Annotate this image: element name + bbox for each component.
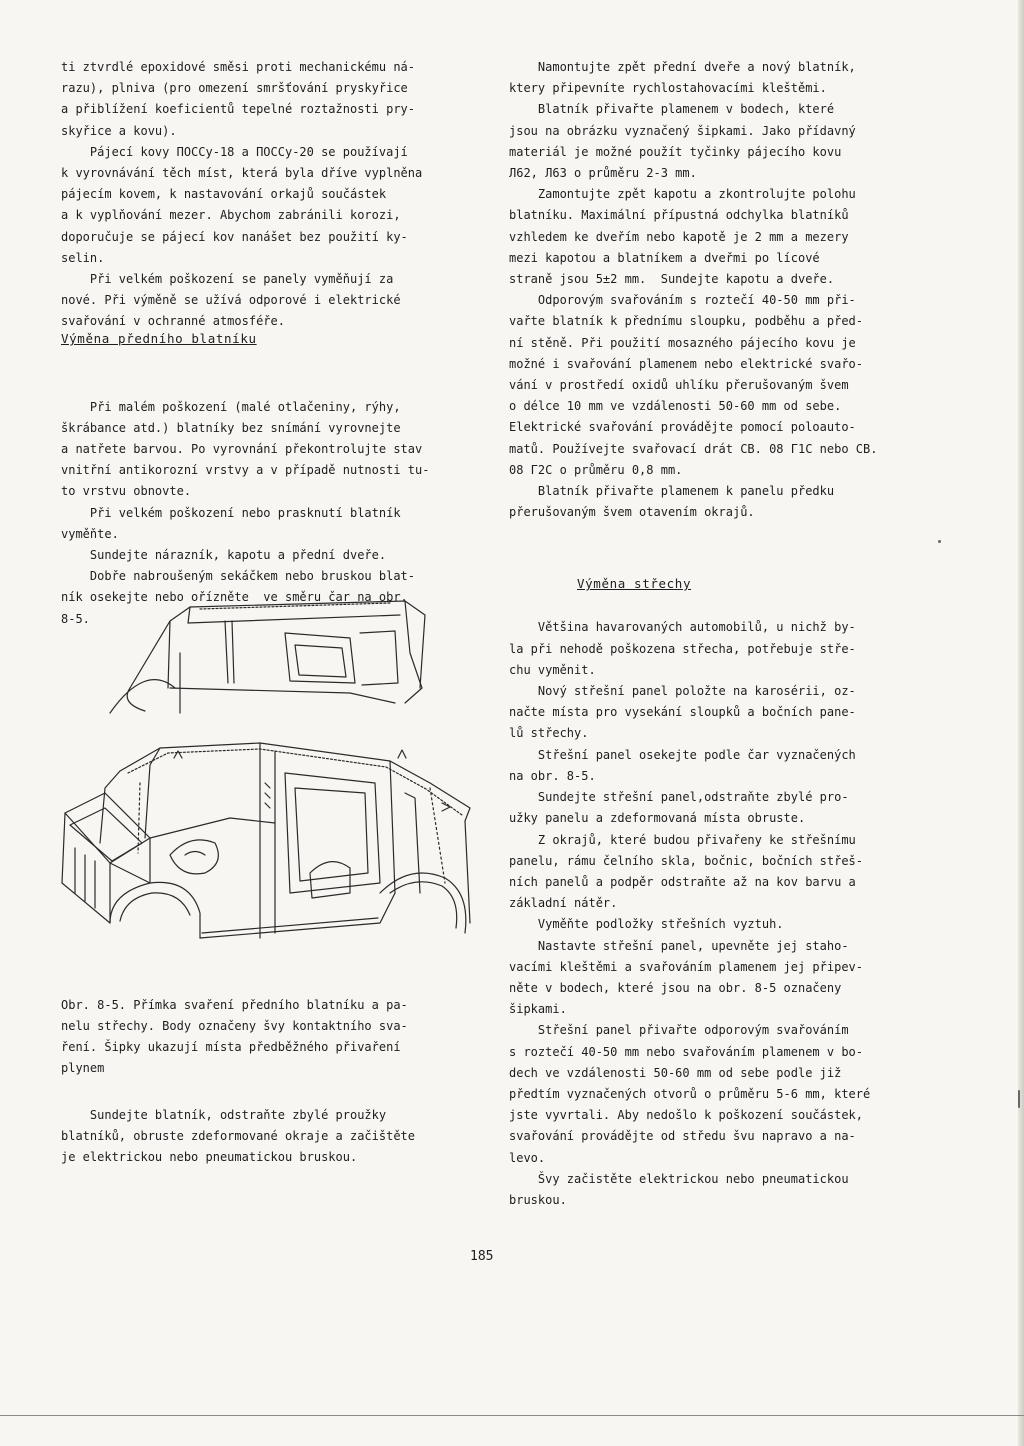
- text-line: razu), plniva (pro omezení smršťování pryskyřice: [61, 81, 408, 96]
- text-line: matů. Používejte svařovací drát CB. 08 Г1С nebo CB.: [509, 441, 878, 456]
- text-line: a natřete barvou. Po vyrovnání překontrolujte stav: [61, 442, 423, 457]
- text-line: a přiblížení koeficientů tepelné roztažnosti pry-: [61, 102, 416, 117]
- page-edge: [1018, 0, 1024, 1446]
- section-heading-fender: Výměna předního blatníku: [61, 331, 257, 346]
- caption-line: ření. Šipky ukazují místa předběžného přivaření: [61, 1040, 401, 1054]
- text-line: straně jsou 5±2 mm. Sundejte kapotu a dveře.: [509, 272, 835, 287]
- text-line: 08 Г2С o průměru 0,8 mm.: [509, 462, 683, 477]
- text-line: Namontujte zpět přední dveře a nový blatník,: [509, 60, 856, 74]
- text-line: Л62, Л63 o průměru 2-3 mm.: [509, 166, 697, 181]
- text-line: vnitřní antikorozní vrstvy a v případě nutnosti tu-: [61, 463, 430, 478]
- car-body-line-drawing-icon: [50, 593, 480, 998]
- text-line: Blatník přivařte plamenem v bodech, které: [509, 102, 835, 117]
- text-line: vzhledem ke dveřím nebo kapotě je 2 mm a mezery: [509, 229, 849, 244]
- text-line: Sundejte střešní panel,odstraňte zbylé pro-: [509, 790, 849, 805]
- text-line: svařování provádějte od středu švu napravo a na-: [509, 1129, 856, 1144]
- caption-line: nelu střechy. Body označeny švy kontaktního sva-: [61, 1019, 408, 1033]
- text-line: Při velkém poškození nebo prasknutí blatník: [61, 505, 401, 520]
- text-line: mezi kapotou a blatníkem a dveřmi po lícové: [509, 250, 820, 265]
- upper-body-view: [110, 601, 425, 713]
- text-line: jsou na obrázku vyznačený šipkami. Jako přídavný: [509, 123, 856, 138]
- text-line: ti ztvrdlé epoxidové směsi proti mechanickému ná-: [61, 60, 416, 74]
- scan-speck: [938, 540, 941, 543]
- text-line: nové. Při výměně se užívá odporové i elektrické: [61, 293, 401, 308]
- caption-line: Obr. 8-5. Přímka svaření předního blatníku a pa-: [61, 998, 408, 1012]
- text-line: předtím vyznačených otvorů o průměru 5-6 mm, které: [509, 1086, 871, 1101]
- text-line: užky panelu a zdeformovaná místa obruste.: [509, 811, 806, 826]
- text-line: na obr. 8-5.: [509, 768, 596, 783]
- figure-caption: [61, 995, 408, 1079]
- text-line: základní nátěr.: [509, 896, 618, 911]
- text-line: Při velkém poškození se panely vyměňují za: [61, 272, 394, 287]
- text-line: dech ve vzdálenosti 50-60 mm od sebe podle již: [509, 1065, 842, 1080]
- text-line: pájecím kovem, k nastavování orkajů součástek: [61, 187, 387, 202]
- text-line: skyřice a kovu).: [61, 123, 177, 138]
- text-line: ktery připevníte rychlostahovacími kleštěmi.: [509, 81, 827, 96]
- text-line: materiál je možné použít tyčinky pájecího kovu: [509, 144, 842, 159]
- text-line: panelu, rámu čelního skla, bočnic, bočních střeš-: [509, 853, 864, 868]
- text-line: je elektrickou nebo pneumatickou bruskou.: [61, 1150, 358, 1164]
- text-line: šipkami.: [509, 1002, 567, 1017]
- page-number: 185: [470, 1249, 494, 1264]
- text-line: vání v prostředí oxidů uhlíku přerušovaným švem: [509, 378, 849, 393]
- text-line: Sundejte blatník, odstraňte zbylé proužky: [61, 1108, 387, 1122]
- text-line: Střešní panel přivařte odporovým svařováním: [509, 1023, 849, 1038]
- text-line: Švy začistěte elektrickou nebo pneumatickou: [509, 1171, 849, 1186]
- text-line: vyměňte.: [61, 526, 119, 541]
- text-line: Blatník přivařte plamenem k panelu předku: [509, 484, 835, 499]
- text-line: bruskou.: [509, 1192, 567, 1207]
- text-line: blatníků, obruste zdeformované okraje a začištěte: [61, 1129, 416, 1143]
- text-line: něte v bodech, které jsou na obr. 8-5 označeny: [509, 980, 842, 995]
- text-line: k vyrovnávání těch míst, která byla dříve vyplněna: [61, 166, 423, 181]
- text-line: ních panelů a podpěr odstraňte až na kov barvu a: [509, 874, 856, 889]
- text-line: to vrstvu obnovte.: [61, 484, 192, 499]
- text-line: Elektrické svařování provádějte pomocí poloauto-: [509, 420, 856, 435]
- text-line: blatníku. Maximální přípustná odchylka blatníků: [509, 208, 849, 223]
- text-line: Zamontujte zpět kapotu a zkontrolujte polohu: [509, 187, 856, 202]
- text-line: vacími kleštěmi a svařováním plamenem jej připev-: [509, 959, 864, 974]
- footer-rule: [0, 1415, 1024, 1416]
- text-line: Nastavte střešní panel, upevněte jej staho-: [509, 938, 849, 953]
- text-line: Odporovým svařováním s roztečí 40-50 mm při-: [509, 293, 856, 308]
- text-line: 8-5.: [61, 611, 90, 626]
- section-heading-roof: Výměna střechy: [577, 576, 692, 591]
- lower-body-view: [62, 743, 470, 938]
- text-line: la při nehodě poškozena střecha, potřebuje stře-: [509, 641, 856, 656]
- text-line: Nový střešní panel položte na karosérii, oz-: [509, 684, 856, 699]
- text-line: Vyměňte podložky střešních vyztuh.: [509, 917, 784, 932]
- text-line: Při malém poškození (malé otlačeniny, rýhy,: [61, 399, 401, 414]
- text-line: doporučuje se pájecí kov nanášet bez použití ky-: [61, 229, 408, 244]
- text-line: selin.: [61, 250, 105, 265]
- scan-speck: [1018, 1090, 1020, 1108]
- text-line: Střešní panel osekejte podle čar vyznačených: [509, 747, 856, 762]
- caption-line: plynem: [61, 1061, 105, 1075]
- text-line: a k vyplňování mezer. Abychom zabránili korozi,: [61, 208, 401, 223]
- text-line: načte místa pro vysekání sloupků a bočních pane-: [509, 705, 856, 720]
- text-line: Z okrajů, které budou přivařeny ke střešnímu: [509, 832, 856, 847]
- right-column: [509, 57, 909, 1211]
- text-line: škrábance atd.) blatníky bez snímání vyrovnejte: [61, 420, 401, 435]
- text-line: s roztečí 40-50 mm nebo svařováním plamenem v bo-: [509, 1044, 864, 1059]
- text-line: o délce 10 mm ve vzdálenosti 50-60 mm od sebe.: [509, 399, 842, 414]
- text-line: jste vyvrtali. Aby nedošlo k poškození součástek,: [509, 1108, 864, 1123]
- text-line: možné i svařování plamenem nebo elektrické svařo-: [509, 356, 864, 371]
- text-line: Pájecí kovy ПОССу-18 a ПОССу-20 se používají: [61, 144, 408, 159]
- bottom-left-paragraph: [61, 1105, 415, 1168]
- text-line: svařování v ochranné atmosféře.: [61, 314, 285, 329]
- text-line: Většina havarovaných automobilů, u nichž by-: [509, 620, 856, 635]
- text-line: levo.: [509, 1150, 546, 1165]
- car-body-figure: [50, 593, 480, 998]
- text-line: Sundejte nárazník, kapotu a přední dveře.: [61, 548, 387, 563]
- text-line: přerušovaným švem otavením okrajů.: [509, 505, 755, 520]
- text-line: Dobře nabroušeným sekáčkem nebo bruskou blat-: [61, 569, 416, 584]
- text-line: vařte blatník k přednímu sloupku, podběhu a před-: [509, 314, 864, 329]
- text-line: lů střechy.: [509, 726, 589, 741]
- text-line: chu vyměnit.: [509, 662, 596, 677]
- text-line: ník osekejte nebo ořízněte ve směru čar na obr.: [61, 590, 408, 605]
- text-line: ní stěně. Při použití mosazného pájecího kovu je: [509, 335, 856, 350]
